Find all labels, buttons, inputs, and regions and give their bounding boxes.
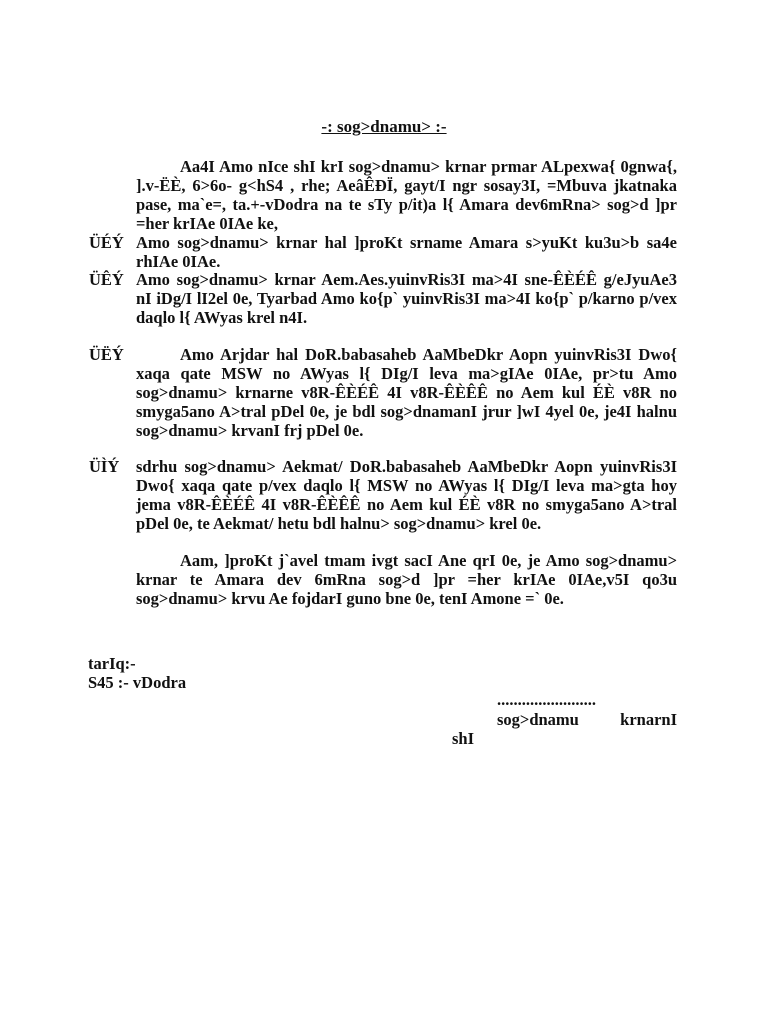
paragraph-text: Aa4I Amo nIce shI krI sog>dnamu> krnar prmar ALpexwa{ 0gnwa{, ].v-ËÈ, 6>6o- g<hS4 , rhe; AeâÊÐÏ, gayt/I ngr sosay3I, =Mbuva jkatnaka pase, ma`e=, ta.+-vDodra na te sTy p/it)a l{ Amara dev6mRna> sog>d ]pr =her krIAe 0IAe ke, <box>136 157 677 233</box>
paragraph-6 <box>136 551 677 608</box>
paragraph-3 <box>136 270 677 327</box>
paragraph-text: Amo sog>dnamu> krnar hal ]proKt srname Amara s>yuKt ku3u>b sa4e rhIAe 0IAe. <box>136 233 677 271</box>
paragraph-text: sdrhu sog>dnamu> Aekmat/ DoR.babasaheb AaMbeDkr Aopn yuinvRis3I Dwo{ xaqa qate p/vex daqlo l{ MSW no AWyas l{ DIg/I leva ma>gta hoy jema v8R-ÊÈÉÊ 4I v8R-ÊÈÊÊ no Aem kul ÉÈ v8R no smyga5ano A>tral pDel 0e, te Aekmat/ hetu bdl halnu> sog>dnamu> krel 0e. <box>136 457 677 533</box>
paragraph-5 <box>136 457 677 533</box>
paragraph-1 <box>136 157 677 233</box>
paragraph-marker: ÜÉÝ <box>89 233 124 252</box>
paragraph-text: Amo sog>dnamu> krnar Aem.Aes.yuinvRis3I ma>4I sne-ÊÈÉÊ g/eJyuAe3 nI iDg/I lI2el 0e, Tyarbad Amo ko{p` yuinvRis3I ma>4I ko{p` p/karno p/vex daqlo l{ AWyas krel n4I. <box>136 270 677 327</box>
paragraph-text: Aam, ]proKt j`avel tmam ivgt sacI Ane qrI 0e, je Amo sog>dnamu> krnar te Amara dev 6mRna sog>d ]pr =her krIAe 0IAe,v5I qo3u sog>dnamu> krvu Ae fojdarI guno bne 0e, tenI Amone =` 0e. <box>136 551 677 608</box>
signature-label-2: shI <box>452 729 475 748</box>
place-line: S45 :- vDodra <box>88 673 187 692</box>
paragraph-marker: ÜËÝ <box>89 345 124 364</box>
paragraph-marker: ÜÊÝ <box>89 270 124 289</box>
document-title: -: sog>dnamu> :- <box>321 117 447 136</box>
paragraph-2 <box>136 233 677 271</box>
paragraph-text: Amo Arjdar hal DoR.babasaheb AaMbeDkr Aopn yuinvRis3I Dwo{ xaqa qate MSW no AWyas l{ DIg/I leva ma>gIAe 0IAe, pr>tu Amo sog>dnamu> krnarne v8R-ÊÈÉÊ 4I v8R-ÊÈÊÊ no Aem kul ÉÈ v8R no smyga5ano A>tral pDel 0e, je bdl sog>dnamanI jrur ]wI 4yel 0e, je4I halnu sog>dnamu> krvanI frj pDel 0e. <box>136 345 677 440</box>
paragraph-4 <box>136 345 677 440</box>
date-label: tarIq:- <box>88 654 136 673</box>
paragraph-marker: ÜÌÝ <box>89 457 120 476</box>
signature-label: sog>dnamu krnarnI <box>497 710 677 729</box>
signature-dots: ........................ <box>497 690 596 709</box>
